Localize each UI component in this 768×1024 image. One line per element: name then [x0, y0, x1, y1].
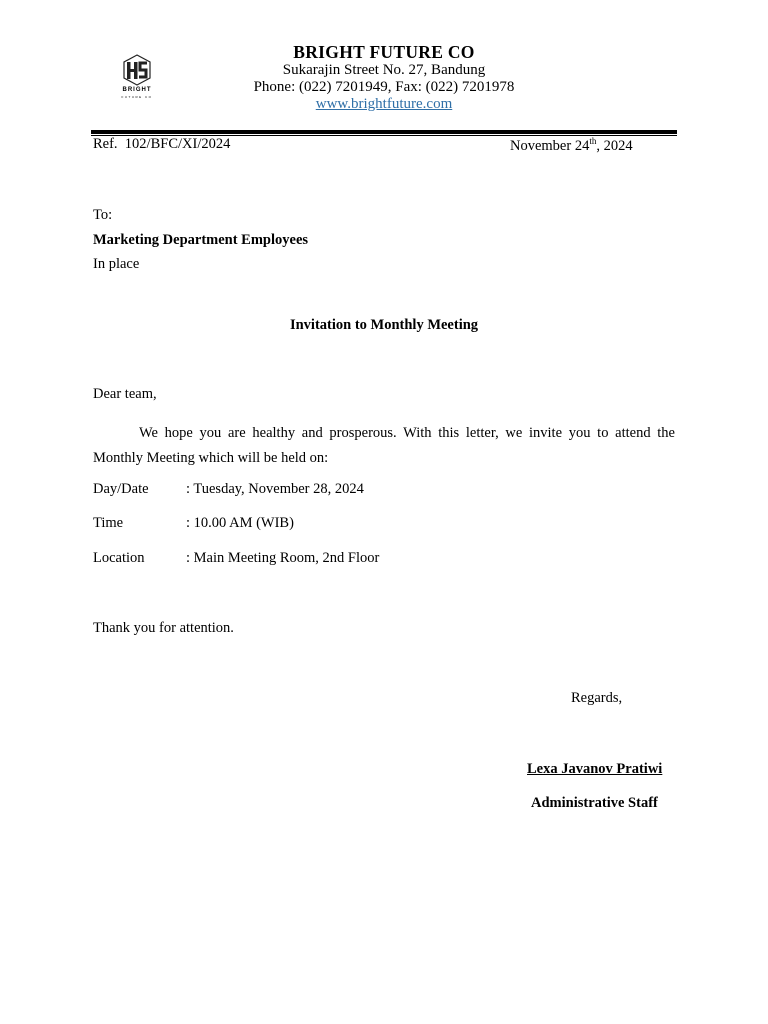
detail-label: Location [93, 550, 145, 566]
detail-value: : Tuesday, November 28, 2024 [186, 481, 364, 497]
date-prefix: November 24 [510, 137, 590, 154]
detail-label: Day/Date [93, 481, 149, 497]
closing-line: Thank you for attention. [93, 620, 234, 636]
greeting: Dear team, [93, 386, 157, 402]
detail-label: Time [93, 515, 124, 531]
logo-subtext: FUTURE CO [121, 95, 153, 99]
recipient-name: Marketing Department Employees [93, 232, 309, 248]
recipient-place: In place [93, 256, 140, 272]
letterhead-divider-thick [91, 130, 677, 134]
signer-name: Lexa Javanov Pratiwi [527, 761, 663, 777]
date-year: , 2024 [596, 137, 633, 154]
logo-text: BRIGHT [122, 87, 152, 93]
reference-number: Ref. 102/BFC/XI/2024 [93, 136, 231, 152]
regards: Regards, [571, 690, 623, 706]
company-address: Sukarajin Street No. 27, Bandung [282, 62, 486, 78]
company-logo [116, 54, 158, 100]
date-suffix-ordinal: th [589, 136, 597, 146]
company-name: BRIGHT FUTURE CO [293, 42, 475, 62]
company-website-link[interactable]: www.brightfuture.com [315, 96, 453, 112]
detail-value: : Main Meeting Room, 2nd Floor [186, 550, 380, 566]
letter-date [510, 136, 633, 155]
detail-value: : 10.00 AM (WIB) [186, 515, 294, 531]
recipient-label: To: [93, 207, 113, 223]
hs-monogram-icon [116, 54, 158, 86]
company-phone: Phone: (022) 7201949, Fax: (022) 7201978 [253, 79, 515, 95]
letter-subject: Invitation to Monthly Meeting [289, 317, 479, 333]
body-paragraph: We hope you are healthy and prosperous. With this letter, we invite you to attend the Monthly Meeting which will be held on: [93, 425, 675, 466]
signer-title: Administrative Staff [531, 795, 658, 811]
